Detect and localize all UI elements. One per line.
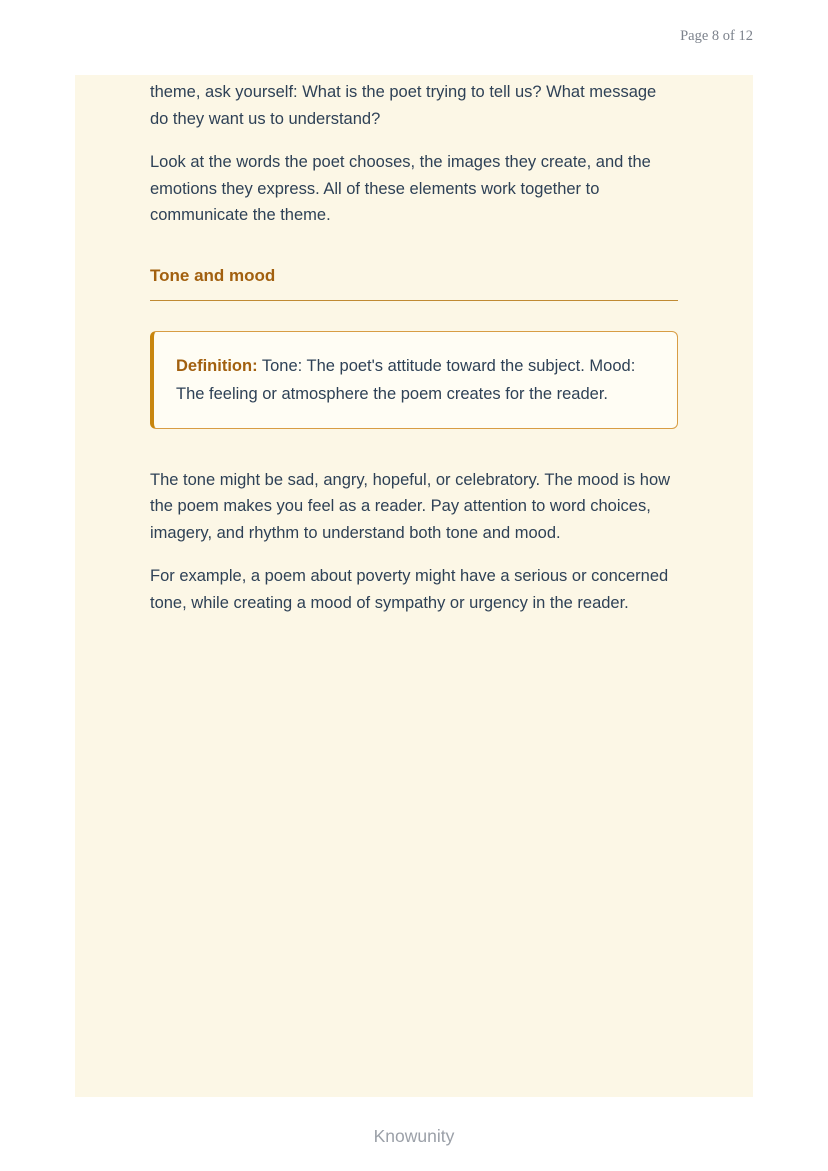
definition-label: Definition: (176, 356, 258, 375)
section-divider (150, 300, 678, 301)
page-indicator: Page 8 of 12 (680, 28, 753, 44)
content-card (75, 75, 753, 1097)
paragraph-theme-question: theme, ask yourself: What is the poet trying to tell us? What message do they want us to understand? (150, 83, 657, 128)
footer-brand: Knowunity (373, 1126, 455, 1146)
paragraph-tone-examples: The tone might be sad, angry, hopeful, or celebratory. The mood is how the poem makes you feel as a reader. Pay attention to word choices, imagery, and rhythm to understand both tone and mood. (150, 470, 671, 542)
paragraph-poverty-example: For example, a poem about poverty might have a serious or concerned tone, while creating a mood of sympathy or urgency in the reader. (150, 567, 669, 612)
paragraph-look-at-words: Look at the words the poet chooses, the images they create, and the emotions they express. All of these elements work together to communicate the theme. (150, 153, 651, 224)
definition-box (150, 331, 678, 429)
definition-text: Tone: The poet's attitude toward the subject. Mood: The feeling or atmosphere the poem creates for the reader. (176, 356, 636, 403)
section-heading-tone-and-mood: Tone and mood (150, 265, 276, 285)
